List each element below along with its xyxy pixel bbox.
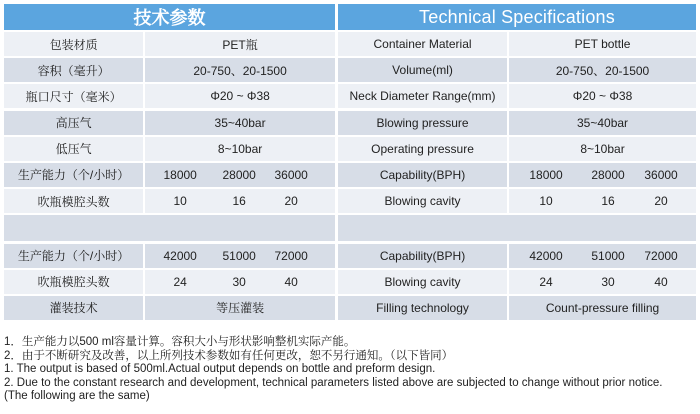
row-value: 28000 (591, 167, 625, 182)
row-value: PET瓶 (143, 32, 335, 56)
row-value: PET bottle (507, 32, 696, 56)
footnote: 2．由于不断研究及改善，以上所列技术参数如有任何更改，恕不另行通知。（以下皆同） (4, 349, 454, 362)
row-value: 10 (173, 194, 187, 209)
table-row (338, 163, 696, 187)
table-row (4, 137, 335, 161)
row-label: 低压气 (55, 142, 92, 157)
table-row (338, 58, 696, 82)
table-row (4, 163, 335, 187)
row-value: Count-pressure filling (507, 296, 696, 320)
row-value: 16 (601, 194, 615, 209)
footnote: 2. Due to the constant research and development, technical parameters listed above are subjected to change without prior notice. (4, 376, 663, 389)
row-value: 8~10bar (143, 137, 335, 161)
row-value: 28000 (222, 167, 256, 182)
row-value: Φ20 ~ Φ38 (507, 84, 696, 108)
table-row (4, 244, 335, 268)
table-spacer-row (338, 215, 696, 241)
row-label: 吹瓶模腔头数 (37, 275, 110, 290)
footnotes (4, 336, 698, 404)
row-label: 吹瓶模腔头数 (37, 194, 110, 209)
row-value: 等压灌装 (143, 296, 335, 320)
row-value: 18000 (529, 167, 563, 182)
row-value: 51000 (591, 248, 625, 263)
row-label: Capability(BPH) (379, 248, 466, 263)
table-row (338, 84, 696, 108)
footnote: 1．生产能力以500 ml容量计算。容积大小与形状影响整机实际产能。 (4, 336, 356, 348)
row-values (143, 189, 335, 213)
table-row (338, 137, 696, 161)
row-values (507, 163, 696, 187)
row-value: 51000 (222, 248, 256, 263)
row-value: 36000 (274, 167, 308, 182)
row-value: 36000 (644, 167, 678, 182)
row-label: Container Material (373, 37, 472, 51)
row-values (507, 244, 696, 268)
row-value: 30 (601, 274, 615, 289)
table-title-chinese: 技术参数 (4, 4, 335, 30)
row-label: Volume(ml) (392, 63, 453, 78)
row-label: 包装材质 (49, 37, 98, 52)
table-row (338, 244, 696, 268)
row-label: 高压气 (55, 116, 92, 131)
table-row (4, 84, 335, 108)
row-value: 40 (284, 274, 298, 289)
row-value: 24 (173, 274, 187, 289)
row-value: 72000 (644, 248, 678, 263)
row-values (143, 244, 335, 268)
row-value: 40 (654, 274, 668, 289)
row-value: 72000 (274, 248, 308, 263)
row-label: Neck Diameter Range(mm) (349, 89, 496, 104)
table-row (338, 32, 696, 56)
row-value: Φ20 ~ Φ38 (143, 84, 335, 108)
row-values (507, 270, 696, 294)
row-values (507, 189, 696, 213)
table-row (4, 111, 335, 135)
spec-tables (4, 4, 696, 330)
table-row (338, 189, 696, 213)
table-row (4, 58, 335, 82)
row-value: 10 (539, 194, 553, 209)
row-value: 35~40bar (143, 111, 335, 135)
row-label: Operating pressure (371, 141, 474, 156)
row-values (143, 270, 335, 294)
table-title-english: Technical Specifications (338, 4, 696, 30)
row-label: 灌装技术 (49, 301, 98, 316)
row-label: 生产能力（个/小时） (17, 249, 130, 263)
row-values (143, 163, 335, 187)
row-label: Blowing cavity (384, 274, 461, 289)
spec-table-english (338, 4, 696, 330)
row-label: Blowing pressure (376, 115, 469, 130)
row-value: 24 (539, 274, 553, 289)
table-row (4, 296, 335, 320)
footnote: (The following are the same) (4, 390, 150, 403)
row-value: 35~40bar (507, 111, 696, 135)
row-label: 瓶口尺寸（毫米） (25, 89, 122, 104)
row-label: Filling technology (376, 300, 469, 315)
table-row (338, 296, 696, 320)
table-row (4, 189, 335, 213)
table-row (338, 270, 696, 294)
row-label: Capability(BPH) (379, 167, 466, 182)
spec-table-chinese (4, 4, 335, 330)
footnote: 1. The output is based of 500ml.Actual output depends on bottle and preform design. (4, 363, 436, 376)
row-label: 生产能力（个/小时） (17, 168, 130, 183)
row-label: Blowing cavity (384, 194, 461, 209)
row-value: 18000 (163, 167, 197, 182)
row-value: 20-750、20-1500 (507, 58, 696, 82)
table-row (338, 111, 696, 135)
row-value: 20 (654, 194, 668, 209)
table-row (4, 270, 335, 294)
row-value: 8~10bar (507, 137, 696, 161)
row-value: 20 (284, 194, 298, 209)
row-value: 42000 (163, 248, 197, 263)
table-row (4, 32, 335, 56)
row-value: 16 (232, 194, 246, 209)
row-value: 42000 (529, 248, 563, 263)
row-value: 20-750、20-1500 (143, 58, 335, 82)
row-value: 30 (232, 274, 246, 289)
table-spacer-row (4, 215, 335, 241)
row-label: 容积（毫升） (37, 63, 110, 78)
